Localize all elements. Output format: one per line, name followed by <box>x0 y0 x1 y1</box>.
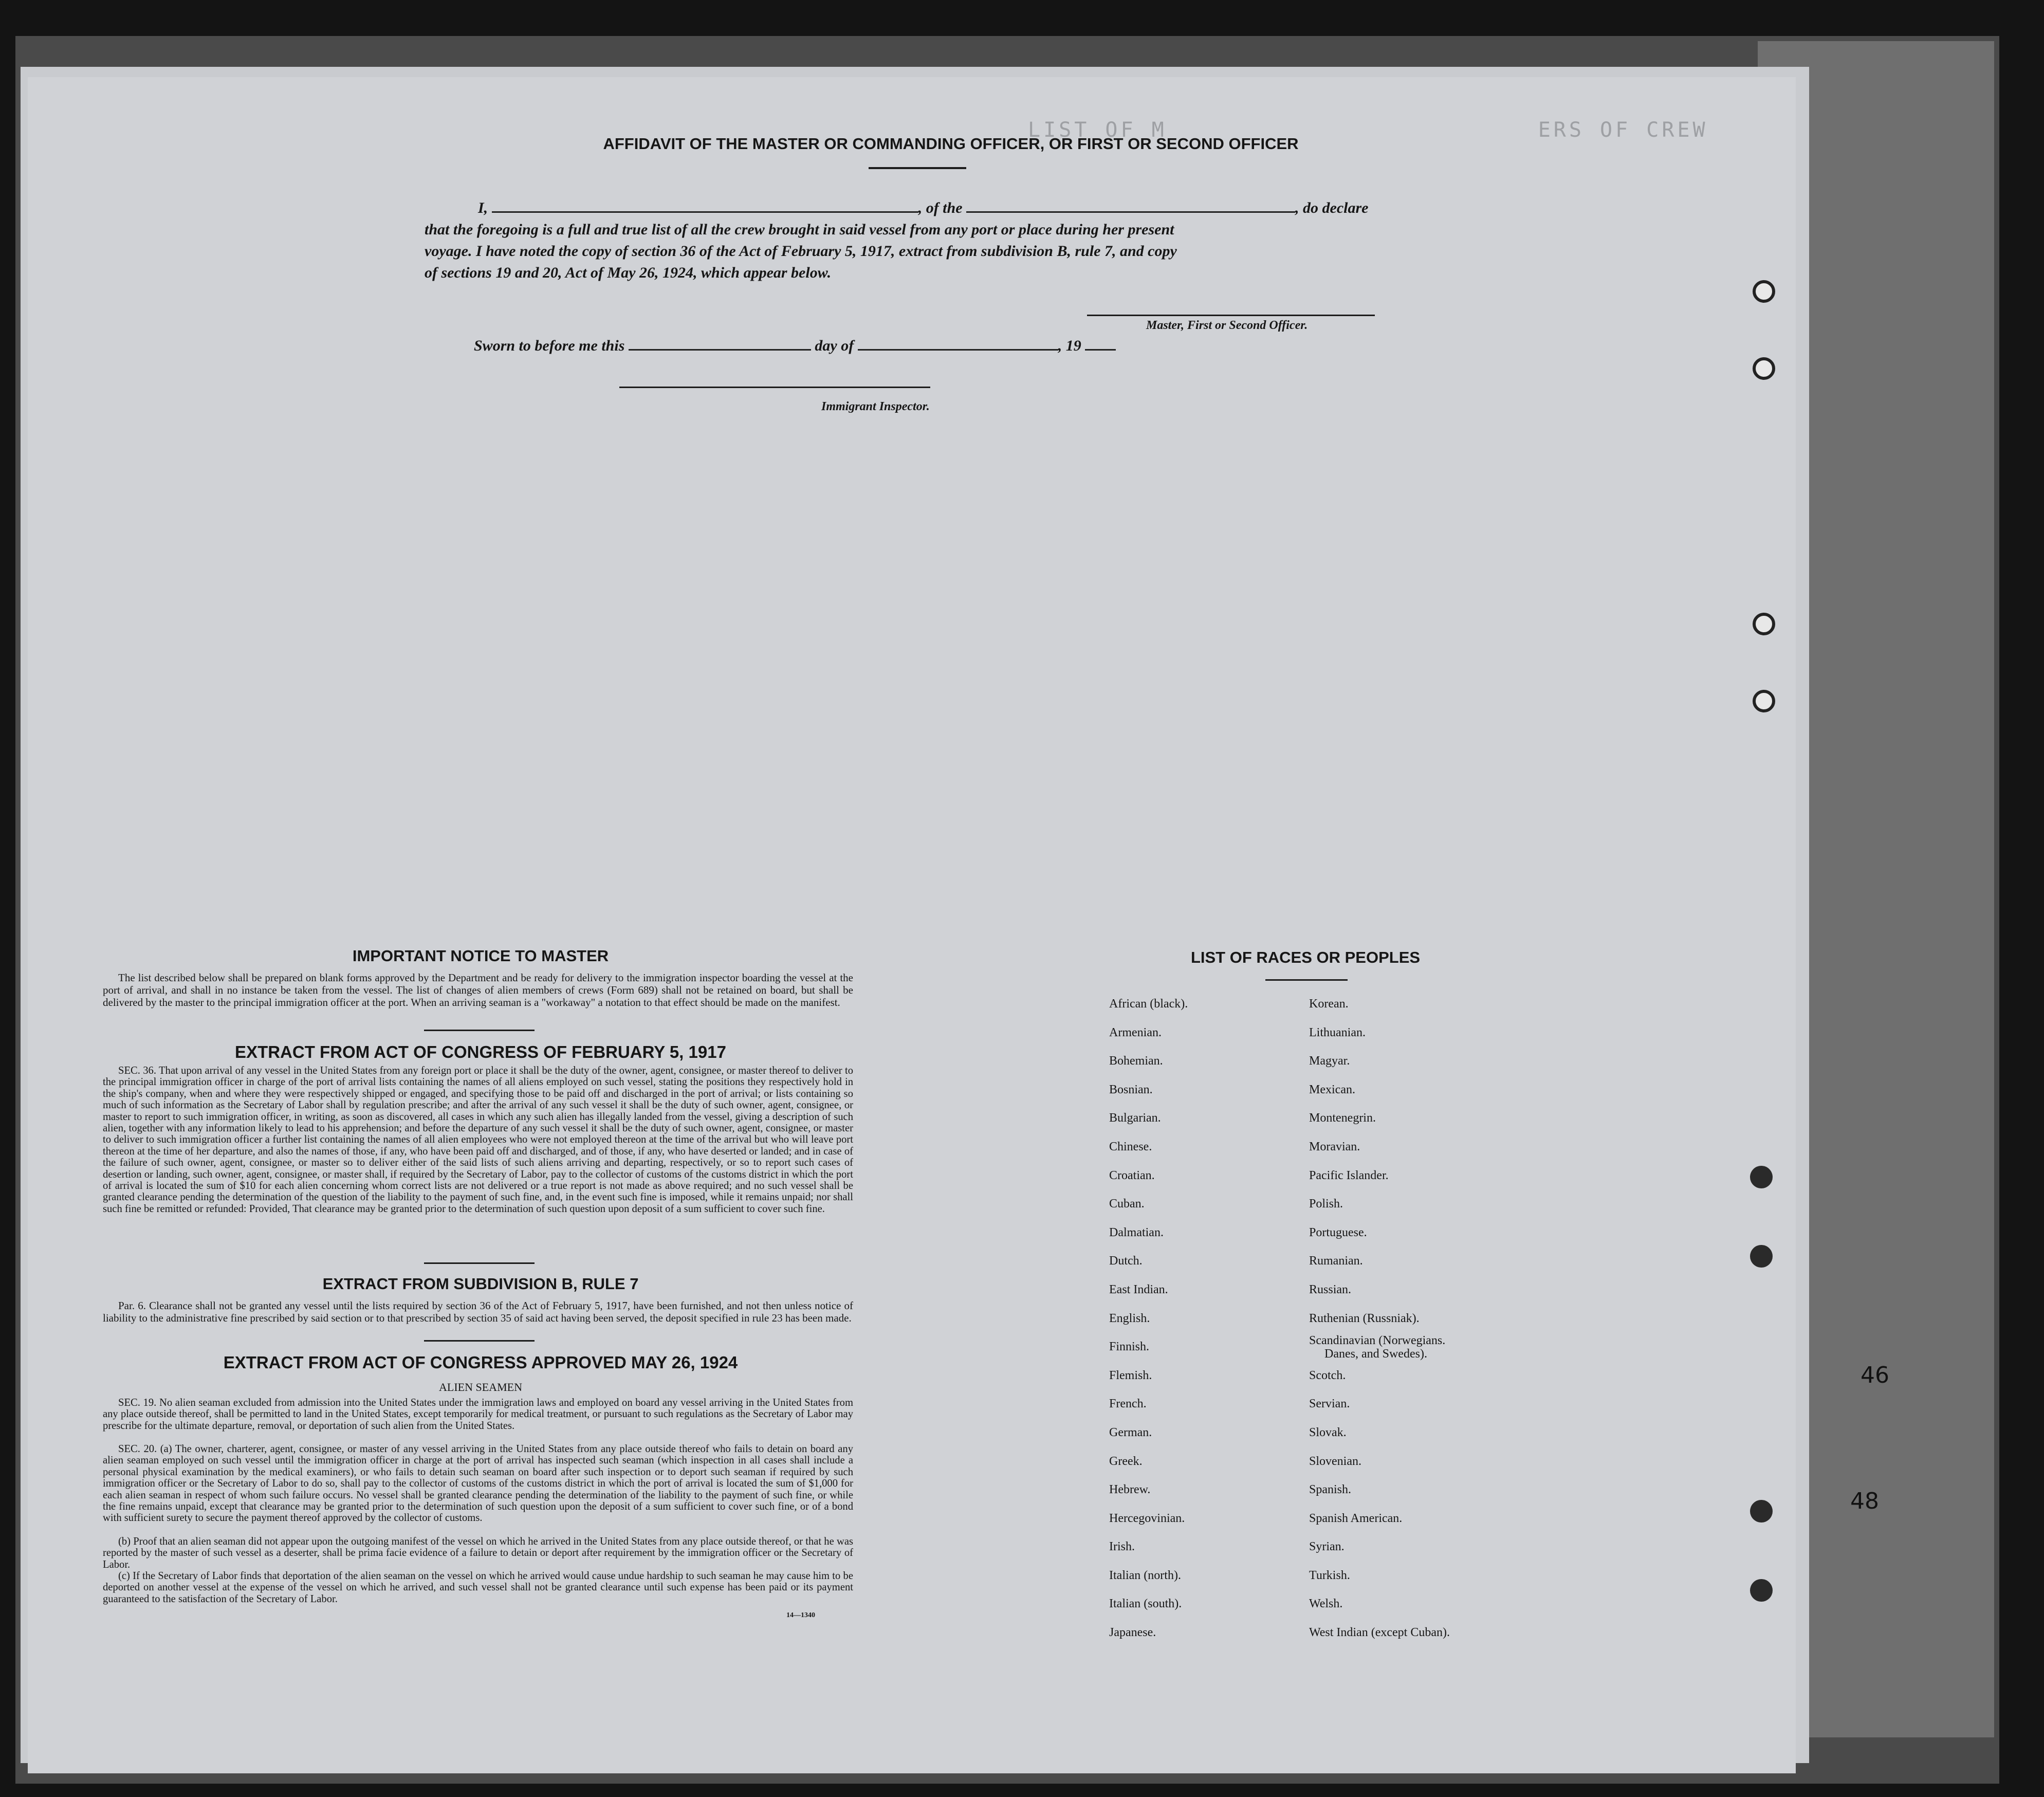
race-item: Cuban. <box>1109 1197 1145 1211</box>
handwritten-page-number: 48 <box>1850 1488 1879 1514</box>
race-item: Greek. <box>1109 1454 1143 1468</box>
affidavit-title: AFFIDAVIT OF THE MASTER OR COMMANDING OFFICER, OR FIRST OR SECOND OFFICER <box>603 135 1299 153</box>
race-item: Bosnian. <box>1109 1083 1153 1096</box>
race-item: Hebrew. <box>1109 1483 1151 1497</box>
extract-1917-body: SEC. 36. That upon arrival of any vessel in the United States from any foreign port or place it shall be the duty of the owner, agent, consignee, or master thereof to deliver to the principal immigration officer in charge of the port of arrival lists containing the names of all aliens employed on such vessel, stating the positions they respectively hold in the ship's company, when and where they were respectively shipped or engaged, and specifying those to be paid off and discharged in the port of arrival; or lists containing so much of such information as the Secretary of Labor shall by regulation prescribe; and after the arrival of any such vessel it shall be the duty of such owner, agent, consignee, or master to report to such immigration officer, in writing, as soon as discovered, all cases in which any such alien has illegally landed from the vessel, giving a description of such alien, together with any information likely to lead to his apprehension; and before the departure of any such vessel it shall be the duty of such owner, agent, consignee, or master to deliver to such immigration officer a further list containing the names of all alien employees who were not employed thereon at the time of the arrival but who will leave port thereon at the time of her departure, and also the names of those, if any, who have been paid off and discharged, and of those, if any, who have deserted or landed; and in case of the failure of such owner, agent, consignee, or master so to deliver either of the said lists of such aliens arriving and departing, respectively, or so to report such cases of desertion or landing, such owner, agent, consignee, or master shall, if required by the Secretary of Labor, pay to the collector of customs of the customs district in which the port of arrival is located the sum of $10 for each alien concerning whom correct lists are not delivered or a true report is not made as above required; and no such vessel shall be granted clearance pending the determination of the question of the liability to the payment of such fine, and, in the event such fine is imposed, while it remains unpaid; nor shall such fine be remitted or refunded: Provided, That clearance may be granted prior to the determination of such question upon deposit of a sum sufficient to cover such fine. <box>103 1065 853 1215</box>
race-item-scandinavian-cont: Danes, and Swedes). <box>1324 1347 1427 1361</box>
race-item: Japanese. <box>1109 1626 1156 1640</box>
race-item: German. <box>1109 1425 1152 1439</box>
extract-1924-title: EXTRACT FROM ACT OF CONGRESS APPROVED MAY 26, 1924 <box>223 1353 738 1372</box>
rule7-title: EXTRACT FROM SUBDIVISION B, RULE 7 <box>322 1275 639 1293</box>
form-number: 14—1340 <box>786 1611 815 1619</box>
extract-1917-title: EXTRACT FROM ACT OF CONGRESS OF FEBRUARY 5, 1917 <box>235 1042 726 1061</box>
race-item: Servian. <box>1309 1397 1350 1411</box>
race-item: East Indian. <box>1109 1282 1168 1296</box>
inspector-line <box>619 387 930 388</box>
affidavit-line4: of sections 19 and 20, Act of May 26, 1924, which appear below. <box>425 264 832 281</box>
race-item: Welsh. <box>1309 1597 1343 1611</box>
race-item: Lithuanian. <box>1309 1025 1366 1039</box>
sworn-line <box>474 335 1193 357</box>
race-item: Pacific Islander. <box>1309 1168 1389 1182</box>
race-item: Dutch. <box>1109 1254 1143 1268</box>
punch-hole <box>1753 280 1775 303</box>
rule7-body: Par. 6. Clearance shall not be granted any vessel until the lists required by section 36 of the Act of February 5, 1917, have been furnished, and not then unless notice of liability to the administrative fine prescribed by said section or to that prescribed by section 35 of said act having been served, the deposit specified in rule 23 has been made. <box>103 1299 853 1324</box>
race-item: Italian (north). <box>1109 1568 1181 1582</box>
race-item: Slovenian. <box>1309 1454 1361 1468</box>
sworn-text: Sworn to before me this <box>474 337 625 354</box>
do-declare-text: , do declare <box>1295 199 1369 216</box>
inspector-label: Immigrant Inspector. <box>821 400 930 413</box>
race-item <box>1309 1333 1450 1362</box>
race-item: Hercegovinian. <box>1109 1511 1185 1525</box>
of-the-text: , of the <box>918 199 963 216</box>
race-item: Armenian. <box>1109 1025 1162 1039</box>
race-item: French. <box>1109 1397 1147 1411</box>
vessel-blank <box>966 198 1295 213</box>
handwritten-page-number: 46 <box>1861 1362 1889 1388</box>
year-text: , 19 <box>1058 337 1081 354</box>
race-item: Chinese. <box>1109 1140 1152 1153</box>
race-item: African (black). <box>1109 997 1188 1011</box>
bleed-through: LIST OF M ERS OF CREW <box>1028 118 1708 142</box>
divider <box>424 1030 535 1031</box>
punch-hole <box>1753 613 1775 635</box>
race-item: Montenegrin. <box>1309 1111 1376 1125</box>
race-item: Bohemian. <box>1109 1054 1163 1068</box>
sec20c-body: (c) If the Secretary of Labor finds that deportation of the alien seaman on the vessel on which he arrived would cause undue hardship to such seaman he may cause him to be deported on another vessel at the expense of the vessel on which he arrived, and such vessel shall not be granted clearance until such expense has been paid or its payment guaranteed to the satisfaction of the Secretary of Labor. <box>103 1570 853 1605</box>
race-item: Dalmatian. <box>1109 1225 1164 1239</box>
race-item: Rumanian. <box>1309 1254 1363 1268</box>
race-item: Portuguese. <box>1309 1225 1367 1239</box>
race-item: Spanish American. <box>1309 1511 1403 1525</box>
races-title: LIST OF RACES OR PEOPLES <box>1190 948 1421 966</box>
race-item: Moravian. <box>1309 1140 1360 1153</box>
race-item: Croatian. <box>1109 1168 1155 1182</box>
punch-hole <box>1753 357 1775 380</box>
notice-title: IMPORTANT NOTICE TO MASTER <box>352 947 609 965</box>
race-item: Magyar. <box>1309 1054 1350 1068</box>
race-item-scandinavian: Scandinavian (Norwegians. <box>1309 1334 1446 1348</box>
sec20a-body: SEC. 20. (a) The owner, charterer, agent, consignee, or master of any vessel arriving in the United States from any place outside thereof who fails to detain on board any alien seaman employed on such vessel until the immigration officer in charge at the port of arrival has inspected such seaman (which inspection in all cases shall include a personal physical examination by the medical examiners), or who fails to detain such seaman on board after such inspection or to deport such seaman if required by such immigration officer or the Secretary of Labor to do so, shall pay to the collector of customs of the customs district in which the port of arrival is located the sum of $1,000 for each alien seaman in respect of whom such failure occurs. No vessel shall be granted clearance pending the determination of the liability to the payment of such fine, or while the fine remains unpaid, except that clearance may be granted prior to the determination of such question upon the deposit of a sum sufficient to cover such fine, or of a bond with sufficient surety to secure the payment thereof approved by the collector of customs. <box>103 1443 853 1524</box>
races-left-column <box>1109 990 1188 1647</box>
race-item: Ruthenian (Russniak). <box>1309 1311 1420 1325</box>
divider <box>1265 979 1348 981</box>
punch-hole <box>1750 1500 1773 1523</box>
race-item: Mexican. <box>1309 1083 1355 1096</box>
day-of-text: day of <box>815 337 854 354</box>
affidavit-line1 <box>478 197 1419 219</box>
race-item: Polish. <box>1309 1197 1343 1211</box>
race-item: Scotch. <box>1309 1368 1346 1382</box>
name-blank <box>492 198 918 213</box>
i-text: I, <box>478 199 488 216</box>
races-right-column <box>1309 990 1450 1647</box>
punch-hole <box>1753 690 1775 712</box>
master-label: Master, First or Second Officer. <box>1146 319 1308 332</box>
day-blank <box>629 336 811 351</box>
race-item: Spanish. <box>1309 1483 1352 1497</box>
race-item: West Indian (except Cuban). <box>1309 1626 1450 1640</box>
punch-hole <box>1750 1579 1773 1602</box>
divider <box>424 1340 535 1342</box>
divider <box>869 167 966 169</box>
race-item: Russian. <box>1309 1282 1352 1296</box>
race-item: Flemish. <box>1109 1368 1152 1382</box>
race-item: Syrian. <box>1309 1540 1345 1554</box>
year-blank <box>1085 336 1116 351</box>
alien-seamen-heading: ALIEN SEAMEN <box>439 1381 522 1393</box>
punch-hole <box>1750 1166 1773 1188</box>
affidavit-line3: voyage. I have noted the copy of section 36 of the Act of February 5, 1917, extract from subdivision B, rule 7, and copy <box>425 243 1177 260</box>
notice-body: The list described below shall be prepared on blank forms approved by the Department and be ready for delivery to the immigration inspector boarding the vessel at the port of arrival, and shall in no instance be taken from the vessel. The list of changes of alien members of crews (Form 689) shall not be retained on board, but shall be delivered by the master to the principal immigration officer at the port. When an arriving seaman is a "workaway" a notation to that effect should be made on the manifest. <box>103 971 853 1008</box>
divider <box>424 1262 535 1264</box>
race-item: English. <box>1109 1311 1150 1325</box>
month-blank <box>858 336 1058 351</box>
race-item: Italian (south). <box>1109 1597 1182 1611</box>
race-item: Turkish. <box>1309 1568 1350 1582</box>
race-item: Irish. <box>1109 1540 1135 1554</box>
sec20b-body: (b) Proof that an alien seaman did not appear upon the outgoing manifest of the vessel on which he arrived in the United States from any place outside thereof, or that he was reported by the master of such vessel as a deserter, shall be prima facie evidence of a failure to detain or deport after requirement by the immigration officer or the Secretary of Labor. <box>103 1536 853 1570</box>
race-item: Korean. <box>1309 997 1349 1011</box>
sec19-body: SEC. 19. No alien seaman excluded from admission into the United States under the immigration laws and employed on board any vessel arriving in the United States from any place outside thereof, shall be permitted to land in the United States, except temporarily for medical treatment, or pursuant to such regulations as the Secretary of Labor may prescribe for the ultimate departure, removal, or deportation of such alien from the United States. <box>103 1397 853 1432</box>
race-item: Finnish. <box>1109 1340 1150 1354</box>
punch-hole <box>1750 1245 1773 1268</box>
race-item: Bulgarian. <box>1109 1111 1161 1125</box>
race-item: Slovak. <box>1309 1425 1347 1439</box>
affidavit-line2: that the foregoing is a full and true list of all the crew brought in said vessel from any port or place during her present <box>425 221 1174 238</box>
